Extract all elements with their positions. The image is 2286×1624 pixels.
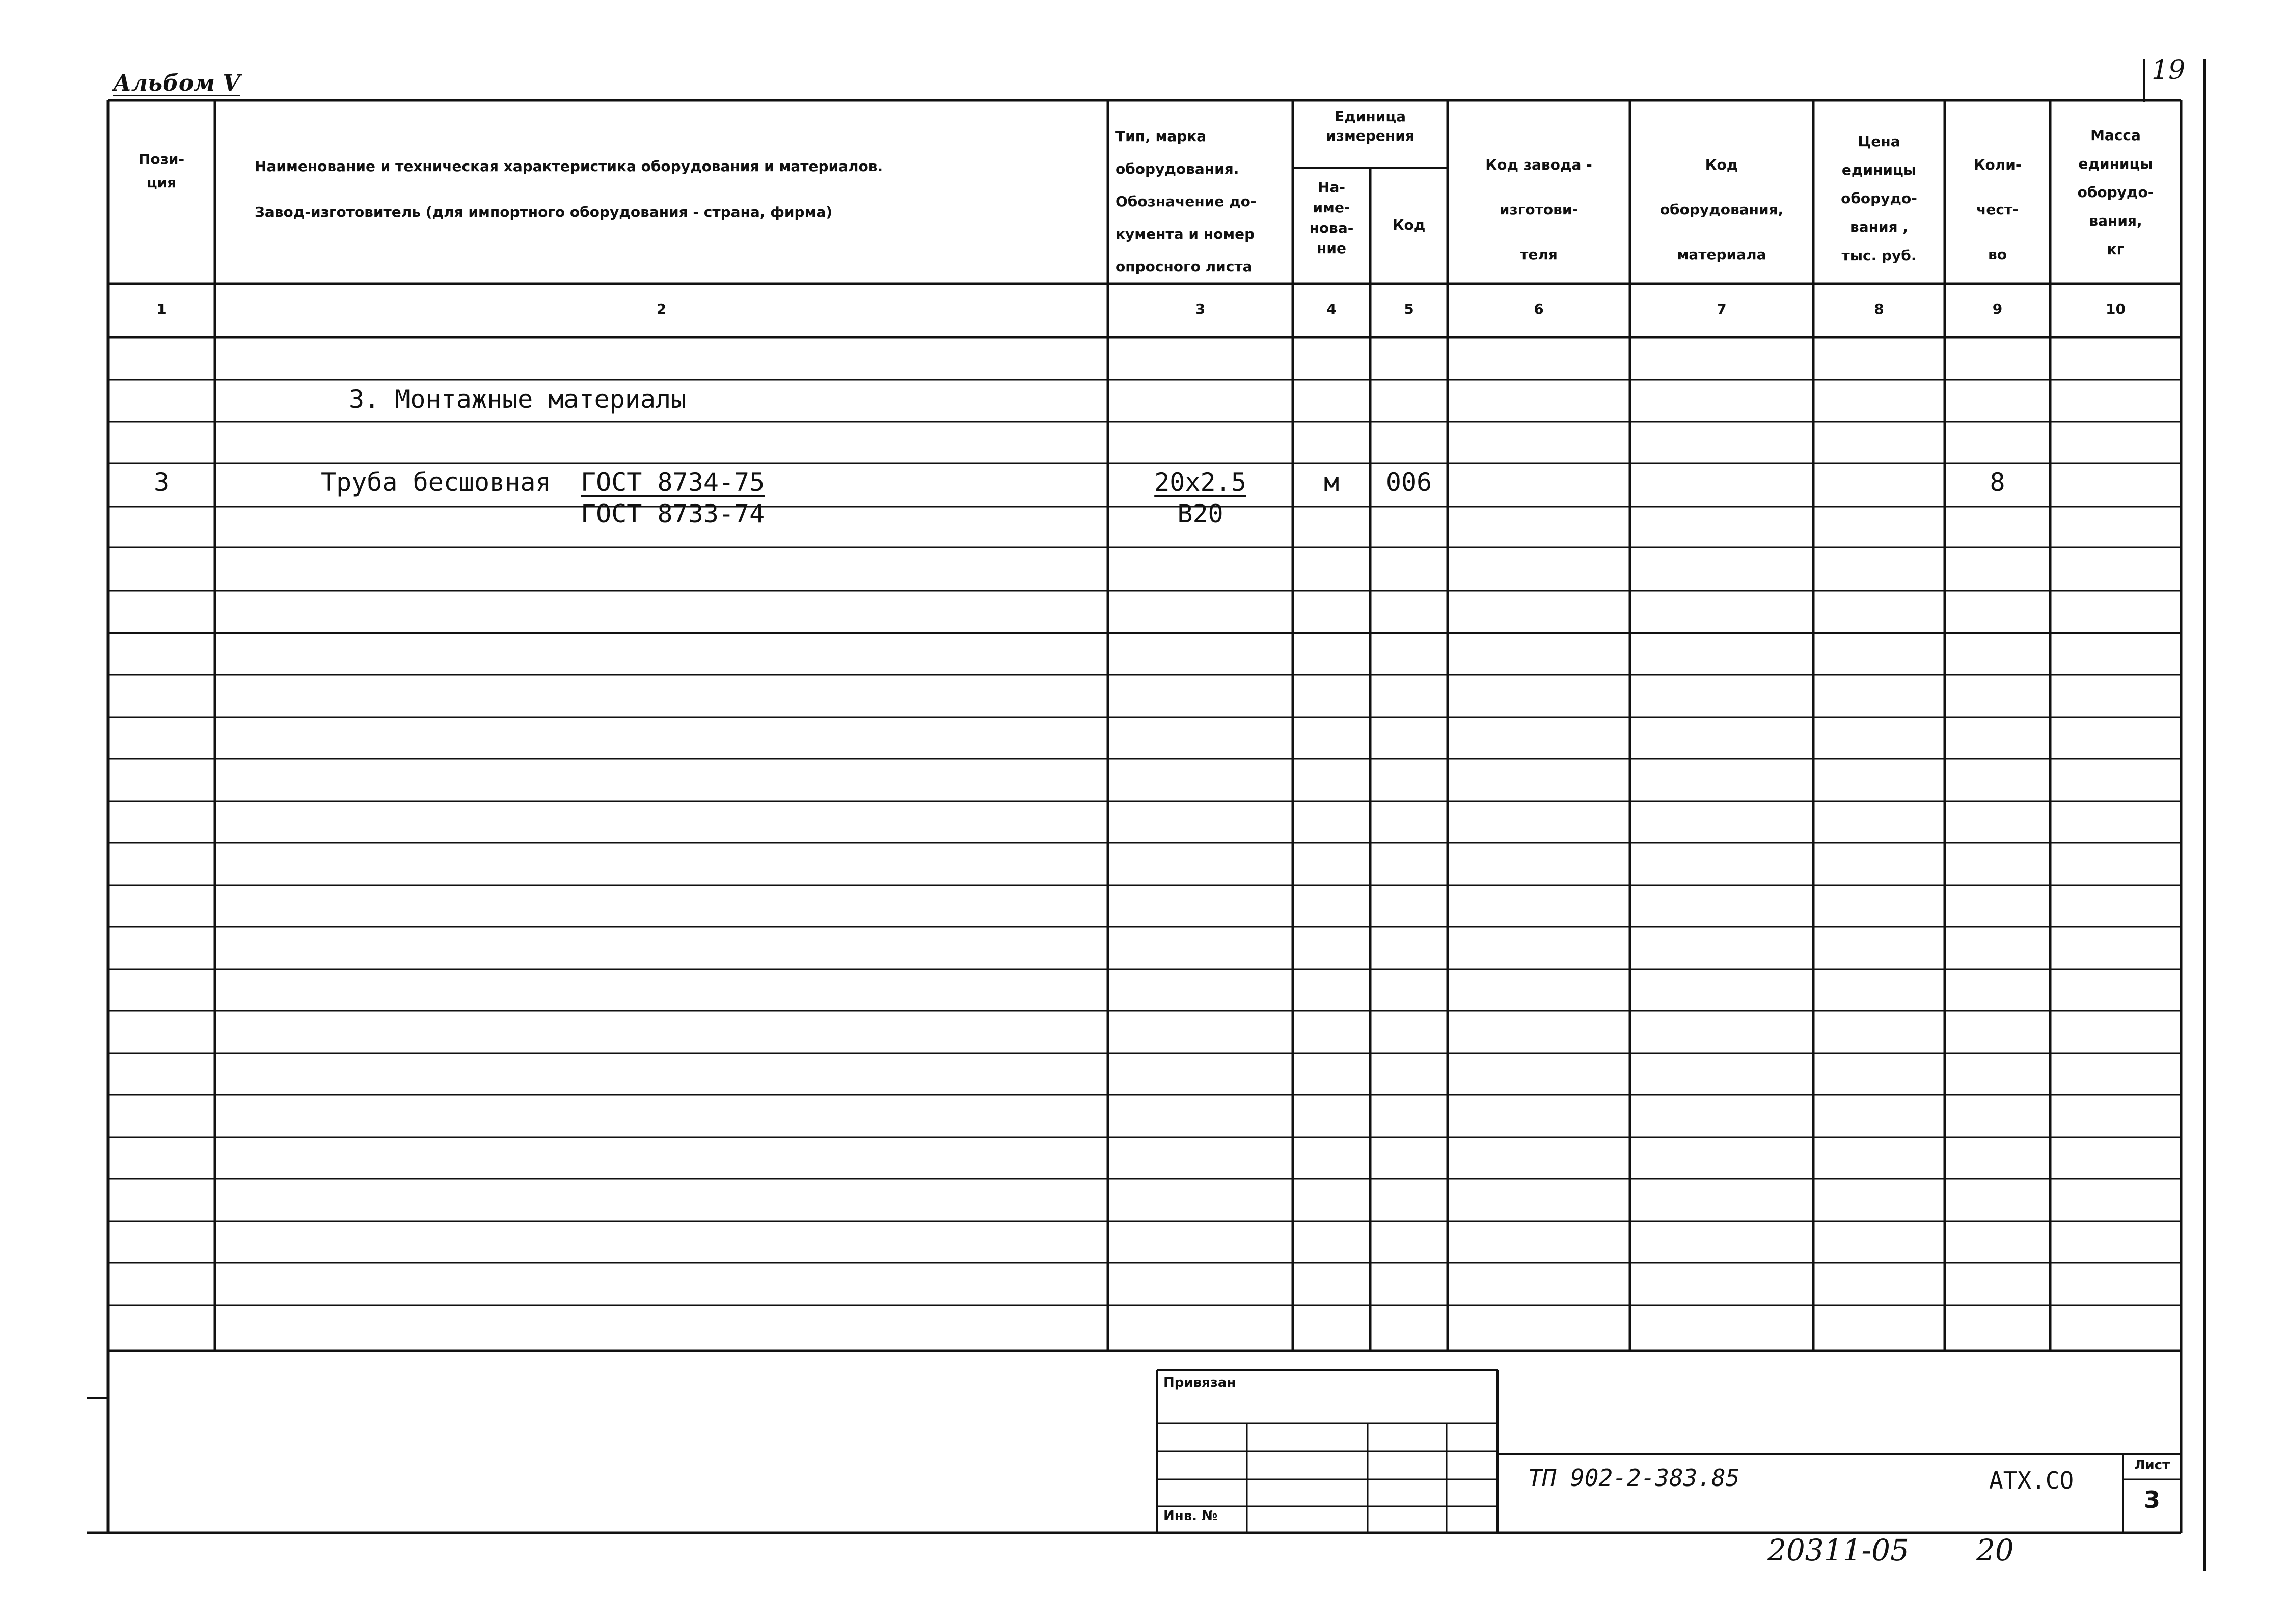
header-unit-code: Код [1392,216,1426,233]
stamp-linked-label: Привязан [1163,1375,1236,1390]
header-factory-code: Код завода - изготови- теля [1485,156,1592,263]
header-unit-name: На- име- нова- ние [1309,179,1354,257]
colnum-8: 8 [1874,300,1884,317]
doc-code: АТХ.СО [1989,1467,2074,1494]
row-position: 3 [153,467,170,497]
colnum-1: 1 [156,300,167,317]
sheet-label: Лист [2134,1457,2170,1473]
row-type-top: 20x2.5 [1154,467,1246,497]
header-price: Цена единицы оборудо- вания , тыс. руб. [1841,133,1917,264]
header-position: Пози- ция [138,151,185,191]
format-number: 20 [1976,1533,2014,1567]
header-name: Наименование и техническая характеристика оборудования и материалов. Завод-изготовитель (для импортного оборудования - страна, фирма) [255,158,883,221]
header-quantity: Коли- чест- во [1973,156,2022,263]
sheet-number: 3 [2143,1486,2160,1513]
row-name: Труба бесшовная [321,467,551,497]
row-quantity: 8 [1990,467,2005,497]
header-mass: Масса единицы оборудо- вания, кг [2077,127,2154,258]
colnum-3: 3 [1195,300,1206,317]
header-unit-group: Единица измерения [1326,108,1414,144]
row-standard-bottom: ГОСТ 8733-74 [581,499,765,529]
section-title: 3. Монтажные материалы [349,384,687,414]
colnum-10: 10 [2106,300,2126,317]
archive-number: 20311-05 [1767,1533,1909,1567]
header-type: Тип, марка оборудования. Обозначение до- кумента и номер опросного листа [1115,128,1257,275]
colnum-6: 6 [1534,300,1544,317]
page-number: 19 [2152,55,2186,86]
header-equipment-code: Код оборудования, материала [1659,156,1784,263]
stamp-inv-label: Инв. № [1163,1508,1218,1524]
colnum-4: 4 [1326,300,1337,317]
row-unit-code: 006 [1385,467,1432,497]
row-unit-name: м [1323,467,1340,497]
project-code: ТП 902-2-383.85 [1528,1464,1740,1492]
album-label: Альбом V [113,70,240,96]
colnum-7: 7 [1717,300,1727,317]
colnum-5: 5 [1404,300,1414,317]
row-type-bottom: В20 [1177,499,1223,529]
colnum-2: 2 [656,300,667,317]
row-standard-top: ГОСТ 8734-75 [581,467,765,497]
colnum-9: 9 [1992,300,2003,317]
